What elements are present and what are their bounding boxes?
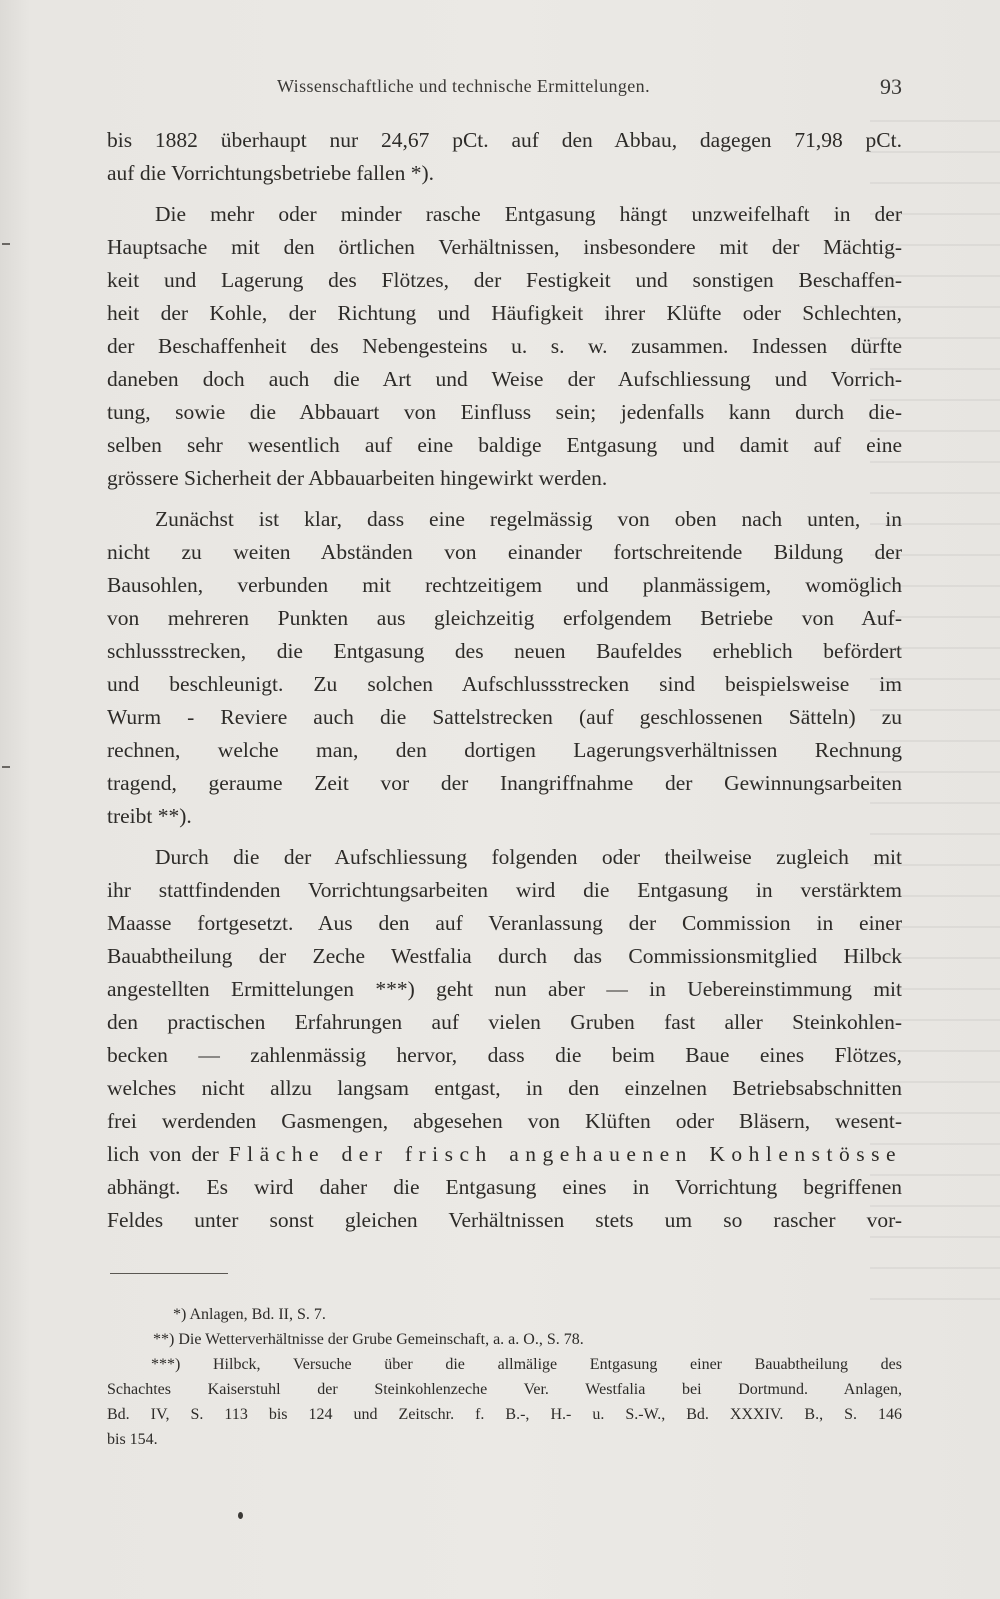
text-line: Bausohlen, verbunden mit rechtzeitigem und planmässigem, womöglich: [107, 573, 902, 597]
text-line: tragend, geraume Zeit vor der Inangriffnahme der Gewinnungsarbeiten: [107, 771, 902, 795]
margin-mark: [2, 243, 10, 245]
text-line: den practischen Erfahrungen auf vielen Gruben fast aller Steinkohlen-: [107, 1010, 902, 1034]
text-line: frei werdenden Gasmengen, abgesehen von Klüften oder Bläsern, wesent-: [107, 1109, 902, 1133]
text-line: abhängt. Es wird daher die Entgasung eines in Vorrichtung begriffenen: [107, 1175, 902, 1199]
text-line: Bauabtheilung der Zeche Westfalia durch das Commissionsmitglied Hilbck: [107, 944, 902, 968]
page-header: [107, 76, 902, 106]
footnote: *) Anlagen, Bd. II, S. 7.: [173, 1306, 326, 1323]
text-line: Maasse fortgesetzt. Aus den auf Veranlassung der Commission in einer: [107, 911, 902, 935]
ink-speck: [238, 1512, 243, 1519]
spaced-emphasis: Fläche der frisch angehauenen Kohlenstösse: [228, 1142, 902, 1166]
text-line: grössere Sicherheit der Abbauarbeiten hingewirkt werden.: [107, 466, 608, 490]
body-text: [107, 124, 902, 1237]
footnote: ***) Hilbck, Versuche über die allmälige Entgasung einer Bauabtheilung des: [151, 1356, 902, 1373]
text-line: auf die Vorrichtungsbetriebe fallen *).: [107, 161, 434, 185]
text-line: angestellten Ermittelungen ***) geht nun aber — in Uebereinstimmung mit: [107, 977, 902, 1001]
text-line: daneben doch auch die Art und Weise der Aufschliessung und Vorrich-: [107, 367, 902, 391]
page-number: 93: [880, 74, 902, 99]
footnote: **) Die Wetterverhältnisse der Grube Gemeinschaft, a. a. O., S. 78.: [153, 1331, 584, 1348]
text-line: welches nicht allzu langsam entgast, in den einzelnen Betriebsabschnitten: [107, 1076, 902, 1100]
running-head: Wissenschaftliche und technische Ermittelungen.: [277, 76, 650, 96]
text-line: Feldes unter sonst gleichen Verhältnissen stets um so rascher vor-: [107, 1208, 902, 1232]
text-line: Wurm - Reviere auch die Sattelstrecken (auf geschlossenen Sätteln) zu: [107, 705, 902, 729]
text-segment: lich von der: [107, 1142, 219, 1166]
footnote-separator: [110, 1273, 228, 1274]
text-line: tung, sowie die Abbauart von Einfluss sein; jedenfalls kann durch die-: [107, 400, 902, 424]
footnote-continuation: Schachtes Kaiserstuhl der Steinkohlenzeche Ver. Westfalia bei Dortmund. Anlagen,: [107, 1381, 902, 1398]
text-line: der Beschaffenheit des Nebengesteins u. s. w. zusammen. Indessen dürfte: [107, 334, 902, 358]
paragraph-first-line: Die mehr oder minder rasche Entgasung hängt unzweifelhaft in der: [155, 202, 902, 226]
text-line: heit der Kohle, der Richtung und Häufigkeit ihrer Klüfte oder Schlechten,: [107, 301, 902, 325]
text-line: selben sehr wesentlich auf eine baldige Entgasung und damit auf eine: [107, 433, 902, 457]
text-line-emphasis: [107, 1138, 902, 1171]
text-line: rechnen, welche man, den dortigen Lagerungsverhältnissen Rechnung: [107, 738, 902, 762]
text-line: keit und Lagerung des Flötzes, der Festigkeit und sonstigen Beschaffen-: [107, 268, 902, 292]
text-line: ihr stattfindenden Vorrichtungsarbeiten wird die Entgasung in verstärktem: [107, 878, 902, 902]
text-line: bis 1882 überhaupt nur 24,67 pCt. auf den Abbau, dagegen 71,98 pCt.: [107, 128, 902, 152]
footnotes: [107, 1302, 902, 1452]
text-line: treibt **).: [107, 804, 192, 828]
paragraph-first-line: Durch die der Aufschliessung folgenden oder theilweise zugleich mit: [155, 845, 902, 869]
paragraph-first-line: Zunächst ist klar, dass eine regelmässig von oben nach unten, in: [155, 507, 902, 531]
footnote-continuation: Bd. IV, S. 113 bis 124 und Zeitschr. f. B.-, H.- u. S.-W., Bd. XXXIV. B., S. 146: [107, 1406, 902, 1423]
text-line: becken — zahlenmässig hervor, dass die beim Baue eines Flötzes,: [107, 1043, 902, 1067]
text-line: und beschleunigt. Zu solchen Aufschlussstrecken sind beispielsweise im: [107, 672, 902, 696]
text-line: Hauptsache mit den örtlichen Verhältnissen, insbesondere mit der Mächtig-: [107, 235, 902, 259]
text-line: nicht zu weiten Abständen von einander fortschreitende Bildung der: [107, 540, 902, 564]
margin-mark: [2, 766, 10, 768]
text-line: von mehreren Punkten aus gleichzeitig erfolgendem Betriebe von Auf-: [107, 606, 902, 630]
text-line: schlussstrecken, die Entgasung des neuen Baufeldes erheblich befördert: [107, 639, 902, 663]
footnote-continuation: bis 154.: [107, 1431, 158, 1448]
